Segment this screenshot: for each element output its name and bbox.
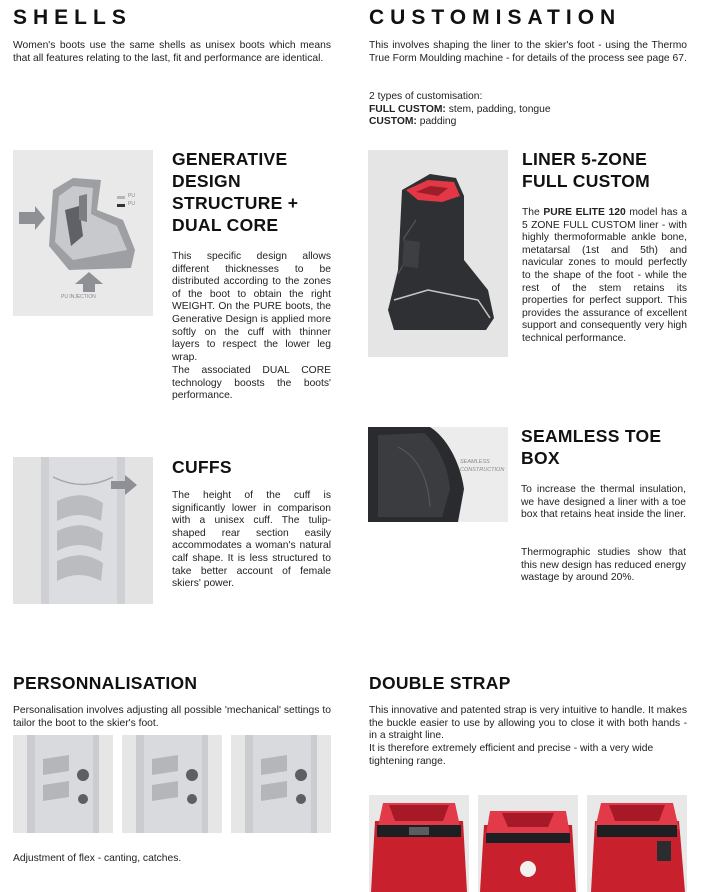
liner-title-line-1: LINER 5-ZONE bbox=[522, 149, 648, 169]
generative-image-legend-2: PU bbox=[128, 201, 135, 207]
personnalisation-title: PERSONNALISATION bbox=[13, 673, 198, 693]
flex-adjust-image-2 bbox=[122, 735, 222, 833]
double-strap-image-1 bbox=[369, 795, 469, 892]
seamless-title-line-1: SEAMLESS TOE bbox=[521, 426, 662, 446]
flex-adjust-image-3 bbox=[231, 735, 331, 833]
customisation-body: This involves shaping the liner to the skier's foot - using the Thermo True Form Moulding machine - for details of the process see page 67. bbox=[369, 40, 687, 64]
generative-image-legend-1: PU bbox=[128, 193, 135, 199]
generative-title bbox=[172, 148, 298, 236]
generative-image-caption: PU INJECTION bbox=[61, 294, 96, 300]
liner-image bbox=[368, 150, 508, 357]
seamless-toe-box-image bbox=[368, 427, 508, 522]
full-custom-label: FULL CUSTOM: bbox=[369, 103, 446, 115]
seamless-title bbox=[521, 425, 661, 469]
liner-body bbox=[522, 207, 687, 346]
liner-title-line-2: FULL CUSTOM bbox=[522, 171, 651, 191]
liner-body-post: model has a 5 ZONE FULL CUSTOM liner - with highly thermoformable ankle bone, metatarsal (1st and 5th) and navicular zones to mould perfectly to the shape of the foot - while the rest of the stem retains its properties for perfect support. This provides the assurance of excellent support and consequently very high technical performance. bbox=[522, 207, 687, 344]
cuffs-body: The height of the cuff is significantly lower in comparison with a unisex cuff. The tulip-shaped rear section easily accommodates a woman's natural calf shape. It is less structured to take better account of female skiers' power. bbox=[172, 490, 331, 590]
liner-body-model: PURE ELITE 120 bbox=[543, 207, 626, 218]
liner-body-pre: The bbox=[522, 207, 544, 218]
shells-body: Women's boots use the same shells as unisex boots which means that all features relating to the last, fit and performance are identical. bbox=[13, 40, 331, 64]
generative-title-line-1: GENERATIVE bbox=[172, 149, 288, 169]
liner-title bbox=[522, 148, 650, 192]
personnalisation-caption: Adjustment of flex - canting, catches. bbox=[13, 853, 182, 864]
shells-title: SHELLS bbox=[13, 6, 132, 29]
double-strap-image-3 bbox=[587, 795, 687, 892]
generative-title-line-3: STRUCTURE + bbox=[172, 193, 299, 213]
custom-value: padding bbox=[416, 116, 457, 128]
double-strap-image-2 bbox=[478, 795, 578, 892]
customisation-types bbox=[369, 91, 687, 129]
generative-body-2: The associated DUAL CORE technology boosts the boots' performance. bbox=[172, 365, 331, 402]
seamless-image-label-2: CONSTRUCTION bbox=[460, 467, 505, 473]
double-strap-title: DOUBLE STRAP bbox=[369, 673, 511, 693]
generative-body-1: This specific design allows different thicknesses to be distributed according to the zones of the boot to obtain the right WEIGHT. On the PURE boots, the Generative Design is applied more softly on the cuff with thinner layers to respect the lower leg wrap. bbox=[172, 251, 331, 363]
full-custom-line bbox=[369, 104, 687, 117]
cuffs-title: CUFFS bbox=[172, 457, 232, 477]
double-strap-body-2: It is therefore extremely efficient and precise - with a very wide tightening range. bbox=[369, 743, 654, 767]
generative-design-image bbox=[13, 150, 153, 316]
customisation-types-intro: 2 types of customisation: bbox=[369, 91, 483, 102]
full-custom-value: stem, padding, tongue bbox=[445, 103, 551, 115]
generative-title-line-4: DUAL CORE bbox=[172, 215, 279, 235]
seamless-body-1: To increase the thermal insulation, we have designed a liner with a toe box that retains heat inside the liner. bbox=[521, 484, 686, 521]
flex-adjust-image-1 bbox=[13, 735, 113, 833]
seamless-title-line-2: BOX bbox=[521, 448, 560, 468]
generative-title-line-2: DESIGN bbox=[172, 171, 241, 191]
cuffs-image bbox=[13, 457, 153, 604]
personnalisation-body: Personalisation involves adjusting all possible 'mechanical' settings to tailor the boot to the skier's foot. bbox=[13, 705, 331, 729]
double-strap-body-1: This innovative and patented strap is very intuitive to handle. It makes the buckle easier to use by allowing you to close it with both hands - in a straight line. bbox=[369, 705, 687, 742]
customisation-title: CUSTOMISATION bbox=[369, 6, 622, 29]
seamless-image-label-1: SEAMLESS bbox=[460, 459, 490, 465]
custom-label: CUSTOM: bbox=[369, 116, 417, 128]
custom-line bbox=[369, 116, 687, 129]
seamless-body-2: Thermographic studies show that this new design has reduced energy wastage by around 20%. bbox=[521, 547, 686, 584]
